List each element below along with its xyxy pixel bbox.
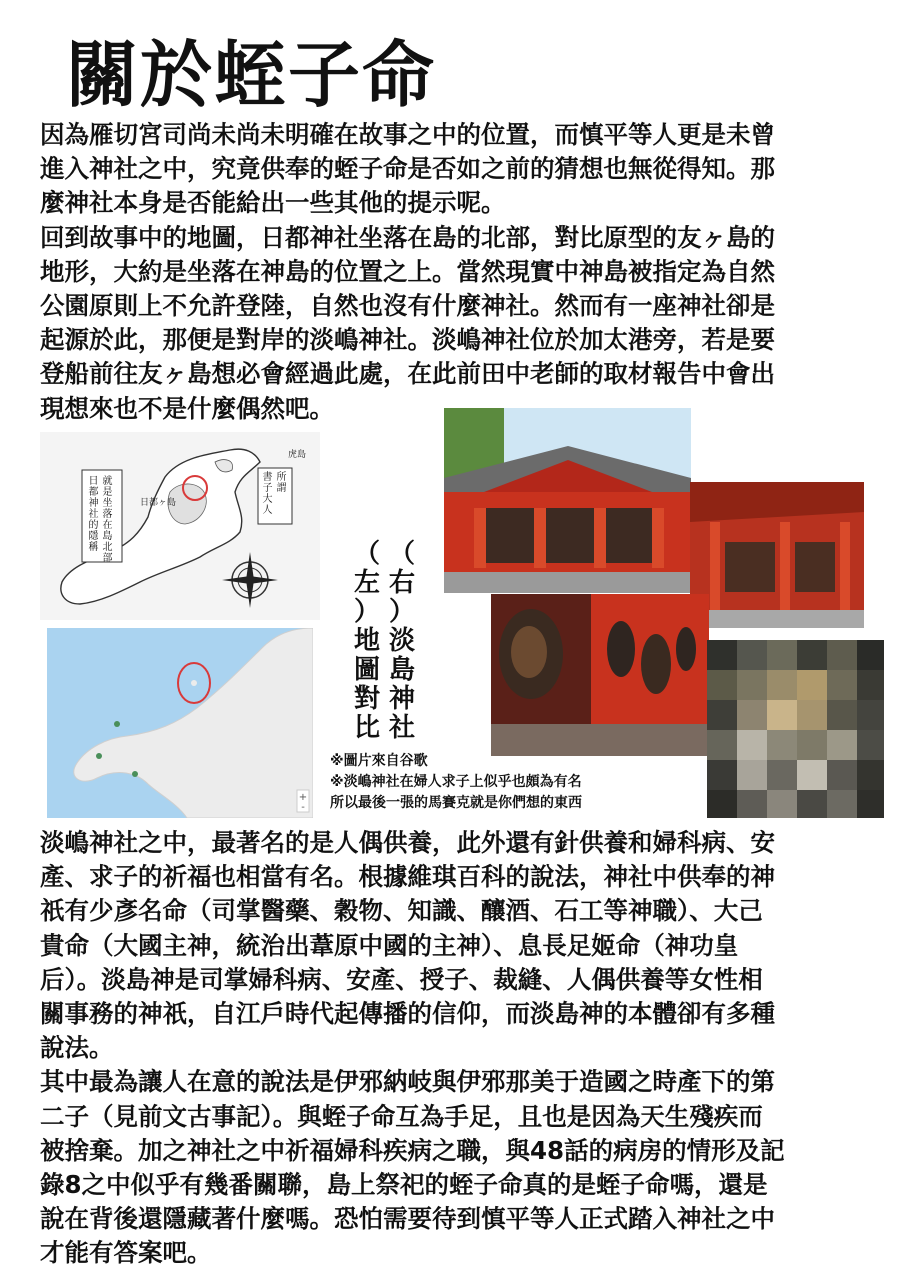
text-line: 二子（見前文古事記）。與蛭子命互為手足，且也是因為天生殘疾而: [40, 1101, 763, 1131]
mosaic-photo: [707, 640, 884, 818]
map-callout-right-2: 書 子 大 人: [262, 472, 273, 516]
image-source-note: ※圖片來自谷歌: [330, 753, 428, 769]
shrine-side-drawing: [690, 482, 864, 628]
map-callout-left-2: 日 都 神 社 的 隱 稱: [88, 476, 99, 553]
body-paragraph: [40, 826, 860, 1271]
text-line: 說在背後還隱藏著什麼嗎。恐怕需要待到慎平等人正式踏入神社之中: [40, 1204, 775, 1234]
text-line: 地形，大約是坐落在神島的位置之上。當然現實中神島被指定為自然: [40, 256, 775, 286]
doll-offerings-photo: [491, 594, 709, 756]
caption-left-map: （ 左 ） 地 圖 對 比: [353, 539, 380, 743]
text-line: 才能有答案吧。: [40, 1238, 212, 1268]
text-line: 淡嶋神社之中，最著名的是人偶供養，此外還有針供養和婦科病、安: [40, 828, 775, 857]
map-callout-right: 所 謂: [276, 472, 287, 494]
map-place-tiger: 虎島: [288, 450, 307, 460]
mosaic-drawing: [707, 640, 884, 818]
text-line: 回到故事中的地圖，日都神社坐落在島的北部，對比原型的友ヶ島的: [40, 222, 775, 252]
text-line: 貴命（大國主神，統治出葦原中國的主神）、息長足姬命（神功皇: [40, 930, 739, 960]
text-line: 麼神社本身是否能給出一些其他的提示呢。: [40, 188, 506, 218]
svg-text:+: +: [298, 792, 308, 803]
text-line: 進入神社之中，究竟供奉的蛭子命是否如之前的猜想也無從得知。那: [40, 154, 775, 184]
shrine-fame-note: ※淡嶋神社在婦人求子上似乎也頗為有名: [330, 774, 582, 790]
text-line: 起源於此，那便是對岸的淡嶋神社。淡嶋神社位於加太港旁，若是要: [40, 325, 775, 355]
text-line: 產、求子的祈福也相當有名。根據維琪百科的說法，神社中供奉的神: [40, 862, 775, 892]
shrine-photo-front: [444, 408, 691, 593]
text-line: 被捨棄。加之神社之中祈福婦科疾病之職，與48話的病房的情形及記: [40, 1135, 785, 1165]
intro-paragraph: [40, 118, 860, 426]
text-line: 登船前往友ヶ島想必會經過此處，在此前田中老師的取材報告中會出: [40, 359, 775, 389]
manga-map-image: [40, 432, 320, 620]
shrine-photo-side: [690, 482, 864, 628]
google-map-image: [47, 628, 313, 818]
text-line: 其中最為讓人在意的說法是伊邪納岐與伊邪那美于造國之時產下的第: [40, 1067, 775, 1097]
google-map-drawing: [47, 628, 313, 818]
text-line: 現想來也不是什麼偶然吧。: [40, 393, 334, 423]
text-line: 公園原則上不允許登陸，自然也沒有什麼神社。然而有一座神社卻是: [40, 291, 775, 321]
text-line: 后）。淡島神是司掌婦科病、安產、授子、裁縫、人偶供養等女性相: [40, 964, 763, 994]
page-title: 關於蛭子命: [66, 33, 437, 117]
shrine-front-drawing: [444, 408, 691, 593]
text-line: 關事務的神祇，自江戶時代起傳播的信仰，而淡島神的本體卻有多種: [40, 999, 775, 1029]
svg-text:-: -: [301, 802, 305, 813]
text-line: 祇有少彥名命（司掌醫藥、穀物、知識、釀酒、石工等神職）、大己: [40, 896, 763, 926]
map-place-island: 日都ヶ島: [140, 498, 177, 508]
caption-right-shrine: （ 右 ） 淡 島 神 社: [388, 539, 415, 743]
map-callout-left: 就 是 坐 落 在 島 北 部: [102, 476, 113, 564]
dolls-drawing: [491, 594, 709, 756]
manga-map-drawing: [40, 432, 320, 620]
mosaic-note: 所以最後一張的馬賽克就是你們想的東西: [330, 795, 582, 811]
text-line: 因為雁切宮司尚未尚未明確在故事之中的位置，而慎平等人更是未曾: [40, 120, 775, 149]
text-line: 錄8之中似乎有幾番關聯，島上祭祀的蛭子命真的是蛭子命嗎，還是: [40, 1170, 768, 1200]
text-line: 說法。: [40, 1033, 114, 1063]
